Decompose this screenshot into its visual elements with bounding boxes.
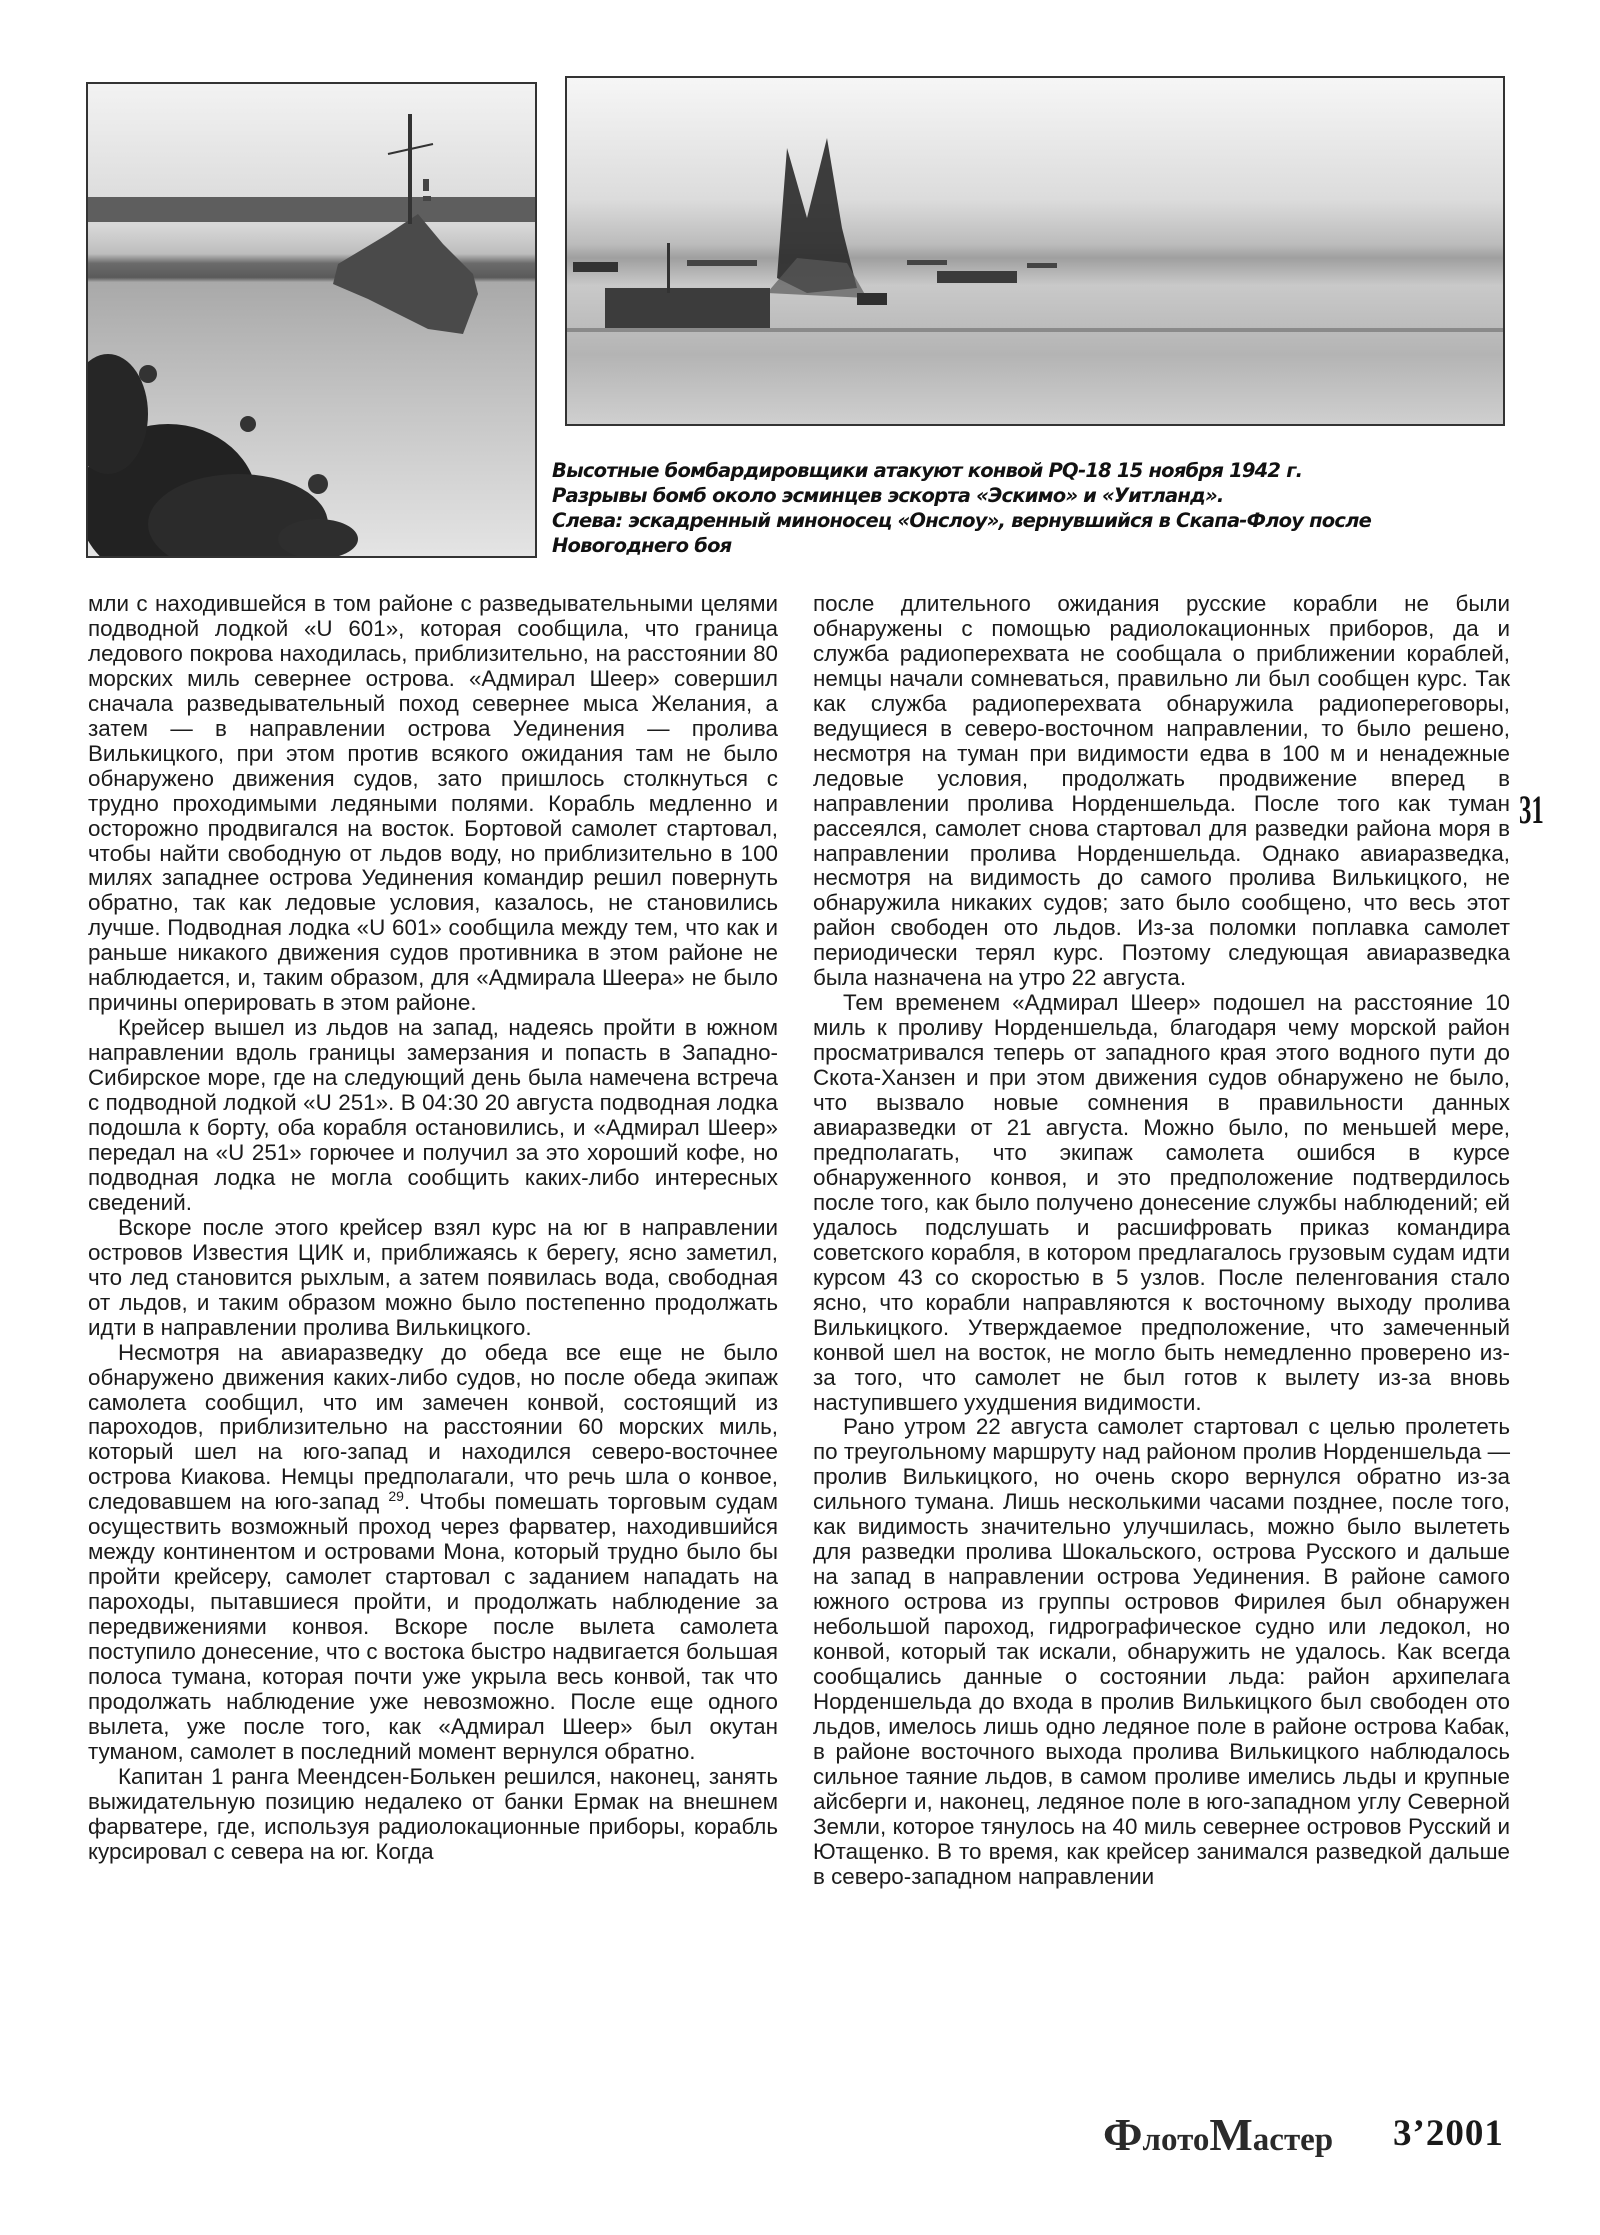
caption-line: Разрывы бомб около эсминцев эскорта «Эскимо» и «Уитланд». (552, 484, 1224, 507)
photo-bomb-bursts-convoy (565, 76, 1505, 426)
paragraph-with-footnote (88, 1341, 778, 1765)
masthead-text: астер (1252, 2122, 1334, 2158)
paragraph: мли с находившейся в том районе с разведывательными целями подводной лодкой «U 601», которая сообщила, что граница ледового покрова находилась, приблизительно, на расстоянии 80 морских миль севернее острова. «Адмирал Шеер» совершил сначала разведывательный поход севернее мыса Желания, а затем — в направлении острова Уединения — пролива Вилькицкого, при этом против всякого ожидания там не было обнаружено движения судов, зато пришлось столкнуться с трудно проходимыми ледяными полями. Корабль медленно и осторожно продвигался на восток. Бортовой самолет стартовал, чтобы найти свободную от льдов воду, но приблизительно в 100 милях западнее острова Уединения командир решил повернуть обратно, так как ледовые условия, казалось, не становились лучше. Подводная лодка «U 601» сообщила между тем, что как и раньше никакого движения судов противника в этом районе не наблюдается, и, таким образом, для «Адмирала Шеера» не было причины оперировать в этом районе. (88, 591, 778, 1016)
article-column-right (813, 592, 1510, 1890)
masthead-initial: М (1209, 2109, 1253, 2160)
paragraph: Капитан 1 ранга Меендсен-Болькен решился, наконец, занять выжидательную позицию недалеко от банки Ермак на внешнем фарватере, где, используя радиолокационные приборы, корабль курсировал с севера на юг. Когда (88, 1763, 778, 1864)
convoy-photo-illustration (567, 78, 1503, 424)
caption-line: Слева: эскадренный миноносец «Онслоу», вернувшийся в Скапа-Флоу после (552, 509, 1372, 532)
footnote-ref: 29 (388, 1488, 404, 1505)
page-number: 31 (1519, 787, 1544, 832)
photo-caption (552, 458, 1542, 558)
photo-destroyer-onslow (86, 82, 537, 558)
paragraph-text: . Чтобы помешать торговым судам осуществить возможный проход через фарватер, находившийся между континентом и островами Мона, который трудно было бы пройти крейсеру, самолет стартовал с заданием нападать на пароходы, пытавшиеся пройти, и продолжать наблюдение за передвижениями конвоя. Вскоре после вылета самолета поступило донесение, что с востока быстро надвигается большая полоса тумана, которая почти уже укрыла весь конвой, так что продолжать наблюдение уже невозможно. После еще одного вылета, уже после того, как «Адмирал Шеер» был окутан туманом, самолет в последний момент вернулся обратно. (88, 1489, 778, 1764)
destroyer-photo-illustration (88, 84, 535, 556)
masthead-text: лото (1142, 2122, 1210, 2158)
caption-line: Новогоднего боя (552, 534, 732, 557)
article-column-left (88, 592, 778, 1865)
issue-number: 3’2001 (1393, 2113, 1504, 2154)
caption-line: Высотные бомбардировщики атакуют конвой PQ-18 15 ноября 1942 г. (552, 459, 1303, 482)
paragraph: Крейсер вышел из льдов на запад, надеясь пройти в южном направлении вдоль границы замерзания и попасть в Западно-Сибирское море, где на следующий день была намечена встреча с подводной лодкой «U 251». В 04:30 20 августа подводная лодка подошла к борту, оба корабля остановились, и «Адмирал Шеер» передал на «U 251» горючее и получил за это хороший кофе, но подводная лодка не могла сообщить каких-либо интересных сведений. (88, 1015, 778, 1215)
paragraph: Рано утром 22 августа самолет стартовал с целью пролететь по треугольному маршруту над районом пролив Норденшельда — пролив Вилькицкого, но очень скоро вернулся обратно из-за сильного тумана. Лишь несколькими часами позднее, после того, как видимость значительно улучшилась, можно было вылететь для разведки пролива Шокальского, острова Русского и дальше на запад в направлении острова Уединения. В районе самого южного острова из группы островов Фирилея был обнаружен небольшой пароход, гидрографическое судно или ледокол, но конвой, который так искали, обнаружить не удалось. Как всегда сообщались данные о состоянии льда: район архипелага Норденшельда до входа в пролив Вилькицкого был свободен ото льдов, имелось лишь одно ледяное поле в районе острова Кабак, в районе восточного выхода пролива Вилькицкого наблюдалось сильное таяние льдов, в самом проливе имелись льды и крупные айсберги и, наконец, ледяное поле в юго-западном углу Северной Земли, которое тянулось на 40 миль севернее островов Русский и Ютащенко. В то время, как крейсер занимался разведкой дальше в северо-западном направлении (813, 1414, 1510, 1889)
magazine-masthead (1103, 2108, 1333, 2161)
paragraph: Вскоре после этого крейсер взял курс на юг в направлении островов Известия ЦИК и, приближаясь к берегу, ясно заметил, что лед становится рыхлым, а затем появилась вода, свободная от льдов, и таким образом можно было постепенно продолжать идти в направлении пролива Вилькицкого. (88, 1214, 778, 1340)
paragraph-text: Несмотря на авиаразведку до обеда все еще не было обнаружено движения каких-либо судов, но после обеда экипаж самолета сообщил, что им замечен конвой, состоящий из пароходов, приблизительно на расстоянии 60 морских миль, который шел на юго-запад и находился северо-восточнее острова Киакова. Немцы предполагали, что речь шла о конвое, следовавшем на юго-запад (88, 1339, 778, 1515)
paragraph: Тем временем «Адмирал Шеер» подошел на расстояние 10 миль к проливу Норденшельда, благодаря чему морской район просматривался теперь от западного края этого водного пути до Скота-Ханзен и при этом движения судов обнаружено не было, что вызвало новые сомнения в правильности данных авиаразведки от 21 августа. Можно было, по меньшей мере, предполагать, что экипаж самолета ошибся в курсе обнаруженного конвоя, и это предположение подтвердилось после того, как было получено донесение службы наблюдений; ей удалось подслушать и расшифровать приказ командира советского корабля, в котором предлагалось грузовым судам идти курсом 43 со скоростью в 5 узлов. После пеленгования стало ясно, что корабли направляются к восточному выходу пролива Вилькицкого. Утверждаемое предположение, что замеченный конвой шел на восток, не могло быть немедленно проверено из-за того, что самолет не был готов к вылету из-за вновь наступившего ухудшения видимости. (813, 990, 1510, 1415)
paragraph: после длительного ожидания русские корабли не были обнаружены с помощью радиолокационных приборов, да и служба радиоперехвата не сообщала о приближении кораблей, немцы начали сомневаться, правильно ли был сообщен курс. Так как служба радиоперехвата обнаружила радиопереговоры, ведущиеся в северо-восточном направлении, то было решено, несмотря на туман при видимости едва в 100 м и ненадежные ледовые условия, продолжать продвижение вперед в направлении пролива Норденшельда. После того как туман рассеялся, самолет снова стартовал для разведки района моря в направлении пролива Норденшельда. Однако авиаразведка, несмотря на видимость до самого пролива Вилькицкого, не обнаружила никаких судов; зато было сообщено, что весь этот район свободен ото льдов. Из-за поломки поплавка самолет периодически терял курс. Поэтому следующая авиаразведка была назначена на утро 22 августа. (813, 591, 1510, 991)
masthead-initial: Ф (1103, 2109, 1143, 2160)
